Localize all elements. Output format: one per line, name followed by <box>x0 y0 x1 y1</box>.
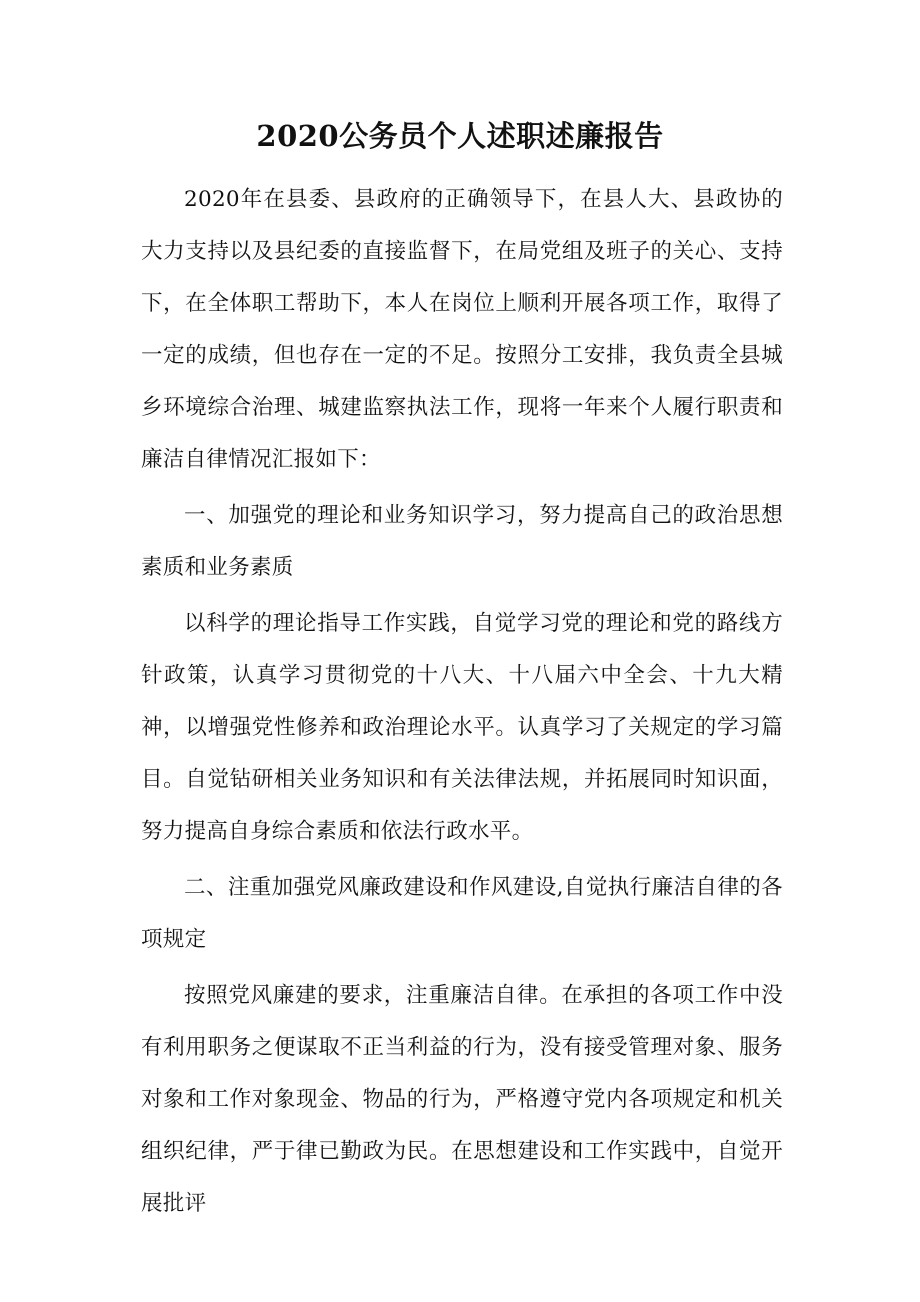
paragraph-intro: 2020年在县委、县政府的正确领导下，在县人大、县政协的大力支持以及县纪委的直接监督下，在局党组及班子的关心、支持下，在全体职工帮助下，本人在岗位上顺利开展各项工作，取得了一定的成绩，但也存在一定的不足。按照分工安排，我负责全县城乡环境综合治理、城建监察执法工作，现将一年来个人履行职责和廉洁自律情况汇报如下： <box>141 187 783 472</box>
section-heading-2: 二、注重加强党风廉政建设和作风建设,自觉执行廉洁自律的各项规定 <box>141 875 783 952</box>
paragraph-integrity: 按照党风廉建的要求，注重廉洁自律。在承担的各项工作中没有利用职务之便谋取不正当利益的行为，没有接受管理对象、服务对象和工作对象现金、物品的行为，严格遵守党内各项规定和机关组织纪律，严于律已勤政为民。在思想建设和工作实践中，自觉开展批评 <box>141 983 783 1216</box>
document-title: 2020公务员个人述职述廉报告 <box>256 119 664 153</box>
paragraph-study: 以科学的理论指导工作实践，自觉学习党的理论和党的路线方针政策，认真学习贯彻党的十八大、十八届六中全会、十九大精神，以增强党性修养和政治理论水平。认真学习了关规定的学习篇目。自觉钻研相关业务知识和有关法律法规，并拓展同时知识面，努力提高自身综合素质和依法行政水平。 <box>141 611 783 844</box>
document-body <box>141 174 783 1234</box>
section-heading-1: 一、加强党的理论和业务知识学习，努力提高自己的政治思想素质和业务素质 <box>141 503 783 580</box>
